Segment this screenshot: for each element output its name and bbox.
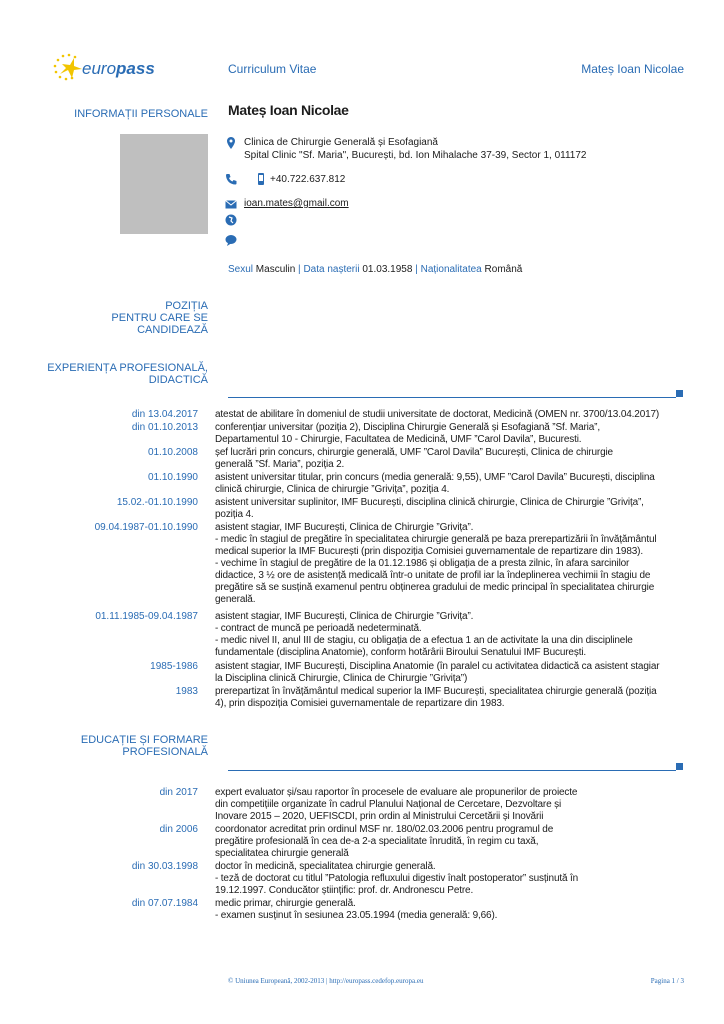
experience-divider bbox=[228, 397, 676, 398]
experience-date: 01.10.2008 bbox=[147, 447, 198, 458]
experience-date: din 01.10.2013 bbox=[131, 422, 198, 433]
education-date: din 30.03.1998 bbox=[131, 861, 198, 872]
education-date: din 07.07.1984 bbox=[131, 898, 198, 909]
separator: | bbox=[415, 264, 418, 275]
experience-divider-marker bbox=[676, 390, 683, 397]
education-date: din 2006 bbox=[159, 824, 198, 835]
section-label-education-1: EDUCAȚIE ȘI FORMARE bbox=[80, 734, 208, 746]
section-label-personal: INFORMAȚII PERSONALE bbox=[74, 108, 208, 120]
experience-date: din 13.04.2017 bbox=[131, 409, 198, 420]
experience-date: 1985-1986 bbox=[150, 661, 198, 672]
experience-desc: conferențiar universitar (poziția 2), Disciplina Chirurgie Generală și Esofagiană ”Sf. Maria”, Departamentul 10 - Chirurgie, Facultatea de Medicină, UMF ”Carol Davila”, Bucuresti. bbox=[215, 422, 600, 445]
sex-value: Masculin bbox=[255, 264, 296, 275]
photo-placeholder bbox=[120, 134, 208, 234]
footer-copyright: © Uniunea Europeană, 2002-2013 | http://europass.cedefop.europa.eu bbox=[228, 977, 424, 985]
education-divider bbox=[228, 770, 676, 771]
email-link[interactable]: ioan.mates@gmail.com bbox=[244, 198, 349, 209]
experience-desc: asistent stagiar, IMF București, Clinica de Chirurgie ”Grivița”. - medic în stagiul de pregătire în specialitatea chirurgie generală pe baza prerepartizării în învățământul medical superior la IMF București (prin dispoziția Comisiei guvernamentale de repartizare din 1983). - vechime în stagiul de pregătire de la 01.12.1986 și obligația de a presta zilnic, în afara sarcinilor didactice, 3 ½ ore de asistență medicală într-o unitate de profil iar la îndeplinerea vechimii în stagiu de pregătire să se susțină examenul pentru obținerea gradului de medic principal în specialitatea chirurgie generală. bbox=[215, 522, 657, 605]
phone-icon bbox=[224, 172, 238, 186]
svg-text:europass: europass bbox=[82, 59, 155, 78]
section-label-experience-1: EXPERIENȚA PROFESIONALĂ, bbox=[47, 362, 208, 374]
address-line-1: Clinica de Chirurgie Generală și Esofagiană bbox=[244, 137, 438, 148]
header-person-name: Mateș Ioan Nicolae bbox=[581, 62, 684, 76]
experience-date: 01.10.1990 bbox=[147, 472, 198, 483]
experience-date: 09.04.1987-01.10.1990 bbox=[94, 522, 198, 533]
footer-page-number: Pagina 1 / 3 bbox=[650, 977, 684, 985]
website-icon bbox=[224, 213, 238, 227]
birth-label: Data nașterii bbox=[303, 264, 360, 275]
experience-date: 01.11.1985-09.04.1987 bbox=[95, 611, 198, 622]
birth-value: 01.03.1958 bbox=[362, 264, 413, 275]
experience-desc: atestat de abilitare în domeniul de studii universitate de doctorat, Medicină (OMEN nr. 3700/13.04.2017) bbox=[215, 409, 660, 420]
section-label-experience-2: DIDACTICĂ bbox=[148, 374, 208, 386]
experience-desc: prerepartizat în învățământul medical superior la IMF București, specialitatea chirurgie generală (poziția 4), prin dispoziția Comisiei guvernamentale de repartizare din 1983. bbox=[215, 686, 657, 709]
education-divider-marker bbox=[676, 763, 683, 770]
nationality-value: Română bbox=[484, 264, 523, 275]
experience-desc: asistent universitar suplinitor, IMF București, disciplina clinică chirurgie, Clinica de Chirurgie ”Grivița”, poziția 4. bbox=[215, 497, 644, 520]
doc-title: Curriculum Vitae bbox=[228, 62, 317, 76]
experience-desc: șef lucrări prin concurs, chirurgie generală, UMF ”Carol Davila” București, Clinica de chirurgie generală ”Sf. Maria”, poziția 2. bbox=[215, 447, 613, 470]
education-desc: doctor în medicină, specialitatea chirurgie generală. - teză de doctorat cu titlul ”Patologia refluxului digestiv înalt postoperator” susținută în 19.12.1997. Conducător științific: prof. dr. Andronescu Petre. bbox=[215, 861, 579, 896]
sex-label: Sexul bbox=[228, 264, 254, 275]
europass-logo bbox=[52, 52, 162, 84]
europass-logo-icon bbox=[52, 52, 162, 84]
separator: | bbox=[298, 264, 301, 275]
experience-date: 15.02.-01.10.1990 bbox=[116, 497, 198, 508]
section-label-position-3: CANDIDEAZĂ bbox=[137, 324, 208, 336]
section-label-education-2: PROFESIONALĂ bbox=[122, 746, 208, 758]
address-line-2: Spital Clinic "Sf. Maria", București, bd. Ion Mihalache 37-39, Sector 1, 011172 bbox=[244, 150, 587, 161]
chat-icon bbox=[224, 233, 238, 247]
experience-date: 1983 bbox=[175, 686, 198, 697]
section-label-position-2: PENTRU CARE SE bbox=[111, 312, 208, 324]
education-desc: expert evaluator și/sau raportor în procesele de evaluare ale propunerilor de proiecte din competițiile organizate în cadrul Planului Național de Cercetare, Dezvoltare și Inovare 2015 – 2020, UEFISCDI, prin ordin al Ministrului Cercetării și Inovării bbox=[215, 787, 578, 822]
person-name: Mateș Ioan Nicolae bbox=[228, 102, 349, 118]
section-label-position-1: POZIȚIA bbox=[165, 300, 208, 312]
personal-details-line bbox=[228, 264, 522, 275]
experience-desc: asistent stagiar, IMF București, Clinica de Chirurgie ”Grivița”. - contract de muncă pe perioadă nedeterminată. - medic nivel II, anul III de stagiu, cu obligația de a efectua 1 an de activitate la una din disciplinele fundamentale (disciplina Anatomie), conform hotărârii Biroului Senatului IMF București. bbox=[215, 611, 633, 658]
email-icon bbox=[224, 197, 238, 211]
nationality-label: Naționalitatea bbox=[420, 264, 482, 275]
experience-desc: asistent stagiar, IMF București, Disciplina Anatomie (în paralel cu activitatea didactică ca asistent stagiar la Disciplina clinică Chirurgie, Clinica de Chirurgie ”Grivița”) bbox=[215, 661, 660, 684]
experience-desc: asistent universitar titular, prin concurs (media generală: 9,55), UMF ”Carol Davila” București, disciplina clinică chirurgie, Clinica de chirurgie ”Grivița”, poziția 4. bbox=[215, 472, 655, 495]
education-date: din 2017 bbox=[159, 787, 198, 798]
mobile-icon bbox=[254, 172, 268, 186]
education-desc: coordonator acreditat prin ordinul MSF nr. 180/02.03.2006 pentru programul de pregătire profesională în cea de-a 2-a specialitate înrudită, în regim cu taxă, specialitatea chirurgie generală bbox=[215, 824, 554, 859]
education-desc: medic primar, chirurgie generală. - examen susținut în sesiunea 23.05.1994 (media generală: 9,66). bbox=[215, 898, 498, 921]
phone-number[interactable]: +40.722.637.812 bbox=[270, 174, 346, 185]
location-icon bbox=[224, 136, 238, 150]
